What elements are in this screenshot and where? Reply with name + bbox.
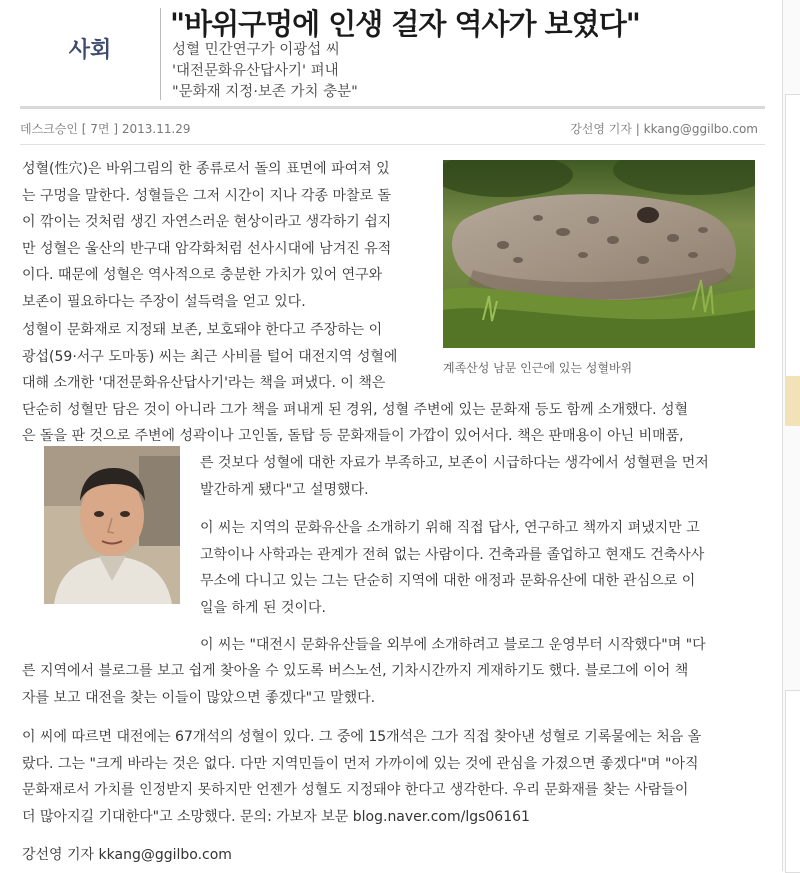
paragraph-line: 자를 보고 대전을 찾는 이들이 많았으면 좋겠다"고 말했다.: [22, 689, 376, 706]
rock-photo-caption: 계족산성 남문 인근에 있는 성혈바위: [443, 361, 633, 375]
subheadline: "문화재 지정·보존 가치 충분": [172, 84, 358, 100]
paragraph-line: 무소에 다니고 있는 그는 단순히 지역에 대한 애정과 문화유산에 대한 관심으로 이: [200, 573, 696, 589]
body-paragraph-2-cont: [200, 450, 709, 503]
paragraph-line: 광섭(59·서구 도마동) 씨는 최근 사비를 털어 대전지역 성혈에: [22, 348, 398, 365]
body-paragraph-1: [22, 156, 391, 315]
header-rule: [20, 106, 765, 109]
sidebar-widget[interactable]: [785, 94, 800, 386]
body-paragraph-2: [22, 317, 688, 450]
reporter-credit: 강선영 기자 | kkang@ggilbo.com: [570, 122, 758, 136]
meta-rule: [20, 144, 765, 145]
section-label: 사회: [68, 37, 112, 63]
paragraph-line: 성혈이 문화재로 지정돼 보존, 보호돼야 한다고 주장하는 이: [22, 322, 383, 338]
sidebar-widget[interactable]: [785, 690, 800, 873]
paragraph-line: 보존이 필요하다는 주장이 설득력을 얻고 있다.: [22, 293, 306, 310]
body-paragraph-3: [200, 515, 704, 621]
paragraph-line: 만 성혈은 울산의 반구대 암각화처럼 선사시대에 남겨진 유적: [22, 240, 392, 257]
paragraph-line: 은 돌을 판 것으로 주변에 성곽이나 고인돌, 돌탑 등 문화재들이 가깝이 있어서다. 책은 판매용이 아닌 비매품,: [22, 428, 684, 444]
body-paragraph-4-lead: [200, 632, 706, 659]
paragraph-line: 이 씨는 지역의 문화유산을 소개하기 위해 직접 답사, 연구하고 책까지 펴냈지만 고: [200, 520, 700, 536]
publish-date: 2013.11.29: [121, 122, 191, 136]
paragraph-line: 른 것보다 성혈에 대한 자료가 부족하고, 보존이 시급하다는 생각에서 성혈편을 먼저: [200, 455, 709, 471]
paragraph-line: 랐다. 그는 "크게 바라는 것은 없다. 다만 지역민들이 먼저 가까이에 있는 것에 관심을 가졌으면 좋겠다"며 "아직: [22, 755, 699, 772]
body-paragraph-4: [22, 658, 688, 711]
subheadlines: [172, 40, 358, 103]
article-headline: "바위구멍에 인생 걸자 역사가 보였다": [170, 7, 640, 41]
subheadline: 성혈 민간연구가 이광섭 씨: [172, 42, 340, 58]
paragraph-line: 일을 하게 된 것이다.: [200, 599, 326, 616]
paragraph-line: 고학이나 사학과는 관계가 전혀 없는 사람이다. 건축과를 졸업하고 현재도 건축사사: [200, 546, 705, 563]
paragraph-line: 발간하게 됐다"고 설명했다.: [200, 481, 369, 498]
paragraph-line: 더 많아지길 기대한다"고 소망했다. 문의: 가보자 보문 blog.naver.com/lgs06161: [22, 808, 530, 825]
paragraph-line: 른 지역에서 블로그를 보고 쉽게 찾아올 수 있도록 버스노선, 기차시간까지 게재하기도 했다. 블로그에 이어 책: [22, 663, 689, 679]
sidebar-ad[interactable]: [785, 376, 800, 426]
paragraph-line: 문화재로서 가치를 인정받지 못하지만 언젠가 성혈도 지정돼야 한다고 생각한다. 우리 문화재를 찾는 사람들이: [22, 782, 689, 798]
page-number: [ 7면 ]: [81, 122, 119, 136]
subheadline: '대전문화유산답사기' 펴내: [172, 63, 339, 79]
desk-approval: 데스크승인: [20, 122, 78, 136]
article-byline: 강선영 기자 kkang@ggilbo.com: [22, 847, 232, 863]
paragraph-line: 이다. 때문에 성혈은 역사적으로 충분한 가치가 있어 연구와: [22, 267, 383, 283]
paragraph-line: 이 씨에 따르면 대전에는 67개석의 성혈이 있다. 그 중에 15개석은 그가 직접 찾아낸 성혈로 기록물에는 처음 올: [22, 729, 702, 745]
paragraph-line: 는 구멍을 말한다. 성혈들은 그저 시간이 지나 각종 마찰로 돌: [22, 187, 392, 204]
body-paragraph-5: [22, 724, 701, 830]
paragraph-line: 성혈(性穴)은 바위그림의 한 종류로서 돌의 표면에 파여져 있: [22, 161, 390, 177]
article-meta: [20, 120, 191, 137]
portrait-photo-icon[interactable]: [44, 446, 180, 604]
paragraph-line: 이 깎이는 것처럼 생긴 자연스러운 현상이라고 생각하기 쉽지: [22, 214, 392, 230]
paragraph-line: 대해 소개한 '대전문화유산답사기'라는 책을 펴냈다. 이 책은: [22, 375, 386, 391]
paragraph-line: 이 씨는 "대전시 문화유산들을 외부에 소개하려고 블로그 운영부터 시작했다"며 "다: [200, 637, 706, 653]
header-divider: [160, 8, 161, 100]
paragraph-line: 단순히 성혈만 담은 것이 아니라 그가 책을 펴내게 된 경위, 성혈 주변에 있는 문화재 등도 함께 소개했다. 성혈: [22, 401, 689, 418]
